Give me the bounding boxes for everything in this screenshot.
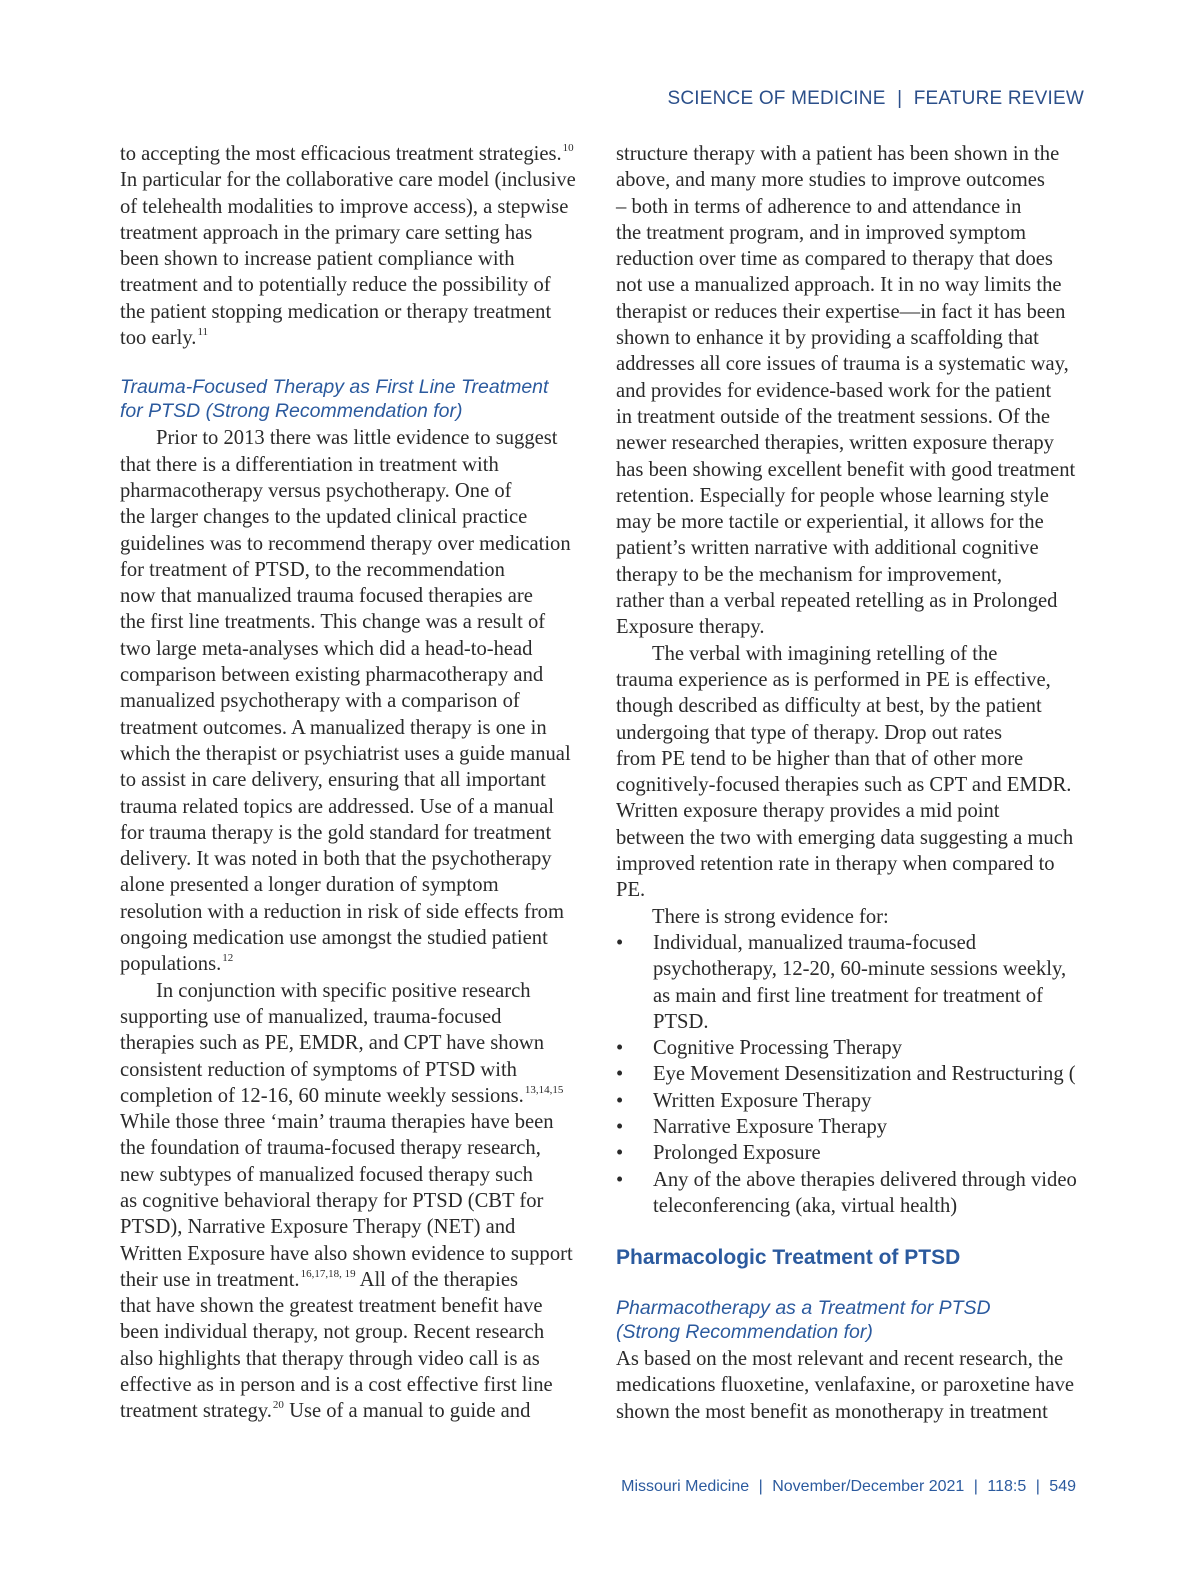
subsection-heading: Trauma-Focused Therapy as First Line Treatment for PTSD (Strong Recommendation for) — [120, 376, 549, 423]
text-line: In conjunction with specific positive research — [156, 979, 531, 1002]
text-line: though described as difficulty at best, by the patient — [616, 695, 1042, 718]
section-heading: Pharmacologic Treatment of PTSD — [616, 1246, 961, 1270]
text-line: that have shown the greatest treatment benefit have — [120, 1295, 543, 1318]
text-line: Exposure therapy. — [616, 616, 765, 639]
text-line: which the therapist or psychiatrist uses a guide manual — [120, 742, 571, 765]
text-line: As based on the most relevant and recent research, the — [616, 1348, 1064, 1371]
text-line: shown to enhance it by providing a scaffolding that — [616, 327, 1039, 350]
list-item: • Written Exposure Therapy — [616, 1088, 1094, 1114]
text-line: pharmacotherapy versus psychotherapy. One of — [120, 479, 512, 502]
text-line: ongoing medication use amongst the studied patient — [120, 927, 548, 950]
paragraph — [120, 978, 598, 1425]
footer-separator: | — [1035, 1478, 1040, 1495]
text-line: In particular for the collaborative care model (inclusive — [120, 169, 576, 192]
article-type-label: FEATURE REVIEW — [913, 88, 1084, 109]
text-line: consistent reduction of symptoms of PTSD with — [120, 1058, 517, 1081]
text-line: Written exposure therapy provides a mid point — [616, 800, 1000, 823]
text-line: Written Exposure have also shown evidence to support — [120, 1242, 573, 1265]
text-line: guidelines was to recommend therapy over medication — [120, 532, 571, 555]
paragraph — [616, 641, 1094, 904]
text-line: too early.$^{11}$ — [120, 326, 209, 350]
text-line: undergoing that type of therapy. Drop out rates — [616, 721, 1003, 744]
text-line: the first line treatments. This change was a result of — [120, 611, 546, 634]
text-line: resolution with a reduction in risk of side effects from — [120, 900, 564, 923]
text-line: new subtypes of manualized focused therapy such — [120, 1163, 533, 1186]
text-line: the patient stopping medication or therapy treatment — [120, 300, 552, 323]
page-footer — [621, 1478, 1076, 1496]
bullet-list — [616, 930, 1094, 1219]
page-number: 549 — [1049, 1478, 1076, 1495]
text-line: treatment strategy.$^{20}$ Use of a manual to guide and — [120, 1399, 531, 1423]
text-line: may be more tactile or experiential, it allows for the — [616, 511, 1044, 534]
text-line: patient’s written narrative with additional cognitive — [616, 537, 1039, 560]
running-head — [667, 88, 1084, 110]
text-line: that there is a differentiation in treatment with — [120, 453, 499, 476]
list-item: • Eye Movement Desensitization and Restructuring ( — [616, 1061, 1094, 1087]
paragraph — [120, 141, 598, 351]
text-line: PE. — [616, 879, 646, 902]
text-line: treatment and to potentially reduce the possibility of — [120, 274, 551, 297]
paragraph — [120, 425, 598, 977]
text-line: alone presented a longer duration of symptom — [120, 874, 499, 897]
text-line: and provides for evidence-based work for the patient — [616, 379, 1052, 402]
text-line: to assist in care delivery, ensuring that all important — [120, 769, 546, 792]
left-column — [120, 141, 598, 1425]
citation: 10 — [562, 142, 574, 154]
paragraph — [616, 904, 1094, 930]
text-line: their use in treatment.$^{16,17,18, 19}$ All of the therapies — [120, 1267, 518, 1291]
text-line: treatment approach in the primary care setting has — [120, 221, 533, 244]
text-line: structure therapy with a patient has been shown in the — [616, 143, 1060, 165]
text-line: therapies such as PE, EMDR, and CPT have shown — [120, 1032, 545, 1055]
text-line: two large meta-analyses which did a head-to-head — [120, 637, 533, 660]
text-line: effective as in person and is a cost effective first line — [120, 1374, 553, 1397]
header-separator: | — [897, 88, 903, 109]
text-line: therapy to be the mechanism for improvement, — [616, 563, 1003, 586]
text-line: PTSD), Narrative Exposure Therapy (NET) and — [120, 1216, 516, 1239]
text-line: also highlights that therapy through video call is as — [120, 1347, 540, 1370]
footer-separator: | — [973, 1478, 978, 1495]
footer-separator: | — [758, 1478, 763, 1495]
text-line: delivery. It was noted in both that the psychotherapy — [120, 848, 552, 871]
text-line: populations.$^{12}$ — [120, 952, 234, 976]
issue-date: November/December 2021 — [772, 1478, 965, 1495]
text-line: the larger changes to the updated clinical practice — [120, 506, 528, 529]
text-line: shown the most benefit as monotherapy in treatment — [616, 1400, 1048, 1423]
text-line: now that manualized trauma focused therapies are — [120, 585, 533, 608]
citation: 20 — [272, 1399, 284, 1412]
text-line: not use a manualized approach. It in no way limits the — [616, 274, 1062, 297]
text-line: been shown to increase patient compliance with — [120, 248, 515, 271]
text-line: There is strong evidence for: — [652, 905, 889, 928]
text-line: The verbal with imagining retelling of the — [652, 642, 998, 665]
text-line: trauma related topics are addressed. Use of a manual — [120, 795, 554, 818]
text-line: newer researched therapies, written exposure therapy — [616, 432, 1054, 455]
text-line: in treatment outside of the treatment sessions. Of the — [616, 405, 1051, 428]
text-line: While those three ‘main’ trauma therapies have been — [120, 1111, 554, 1134]
text-line: as cognitive behavioral therapy for PTSD (CBT for — [120, 1189, 544, 1212]
text-line: – both in terms of adherence to and attendance in — [616, 195, 1022, 218]
text-line: been individual therapy, not group. Recent research — [120, 1321, 545, 1344]
text-line: cognitively-focused therapies such as CPT and EMDR. — [616, 774, 1072, 797]
text-line: to accepting the most efficacious treatment strategies.$^{10}$ — [120, 142, 574, 165]
paragraph — [616, 141, 1094, 641]
list-item: • Any of the above therapies delivered through video teleconferencing (aka, virtual health) — [616, 1167, 1094, 1220]
list-item: • Prolonged Exposure — [616, 1140, 1094, 1166]
journal-name: Missouri Medicine — [621, 1478, 750, 1495]
text-line: medications fluoxetine, venlafaxine, or paroxetine have — [616, 1374, 1075, 1397]
right-column — [616, 141, 1094, 1425]
citation: 13,14,15 — [524, 1083, 564, 1096]
section-label: SCIENCE OF MEDICINE — [667, 88, 886, 109]
text-line: completion of 12-16, 60 minute weekly sessions.$^{13,14,15}$ — [120, 1083, 564, 1107]
text-line: Prior to 2013 there was little evidence to suggest — [156, 427, 558, 450]
text-line: supporting use of manualized, trauma-focused — [120, 1005, 502, 1028]
text-line: from PE tend to be higher than that of other more — [616, 747, 1024, 770]
citation: 12 — [222, 952, 234, 965]
text-line: therapist or reduces their expertise—in fact it has been — [616, 300, 1066, 323]
citation: 16,17,18, 19 — [300, 1267, 356, 1280]
text-line: comparison between existing pharmacotherapy and — [120, 664, 544, 687]
text-line: of telehealth modalities to improve access), a stepwise — [120, 195, 569, 218]
text-line: the treatment program, and in improved symptom — [616, 221, 1027, 244]
text-line: improved retention rate in therapy when compared to — [616, 853, 1055, 876]
text-line: between the two with emerging data suggesting a much — [616, 826, 1074, 849]
text-line: reduction over time as compared to therapy that does — [616, 248, 1053, 271]
text-line: trauma experience as is performed in PE is effective, — [616, 668, 1051, 691]
list-item: • Individual, manualized trauma-focused psychotherapy, 12-20, 60-minute sessions weekly, as main and first line treatment for treatment of PTSD. — [616, 930, 1094, 1035]
volume-issue: 118:5 — [987, 1478, 1027, 1495]
text-line: treatment outcomes. A manualized therapy is one in — [120, 716, 547, 739]
subsection-heading: Pharmacotherapy as a Treatment for PTSD (Strong Recommendation for) — [616, 1297, 991, 1344]
text-line: retention. Especially for people whose learning style — [616, 484, 1049, 507]
list-item: • Cognitive Processing Therapy — [616, 1035, 1094, 1061]
text-line: addresses all core issues of trauma is a systematic way, — [616, 353, 1069, 376]
text-line: rather than a verbal repeated retelling as in Prolonged — [616, 590, 1058, 613]
paragraph — [616, 1346, 1094, 1425]
list-item: • Narrative Exposure Therapy — [616, 1114, 1094, 1140]
text-line: for trauma therapy is the gold standard for treatment — [120, 821, 552, 844]
text-line: has been showing excellent benefit with good treatment — [616, 458, 1076, 481]
citation: 11 — [197, 326, 209, 339]
text-line: for treatment of PTSD, to the recommendation — [120, 558, 505, 581]
text-line: manualized psychotherapy with a comparison of — [120, 690, 520, 713]
text-line: above, and many more studies to improve outcomes — [616, 169, 1045, 192]
text-line: the foundation of trauma-focused therapy research, — [120, 1137, 541, 1160]
